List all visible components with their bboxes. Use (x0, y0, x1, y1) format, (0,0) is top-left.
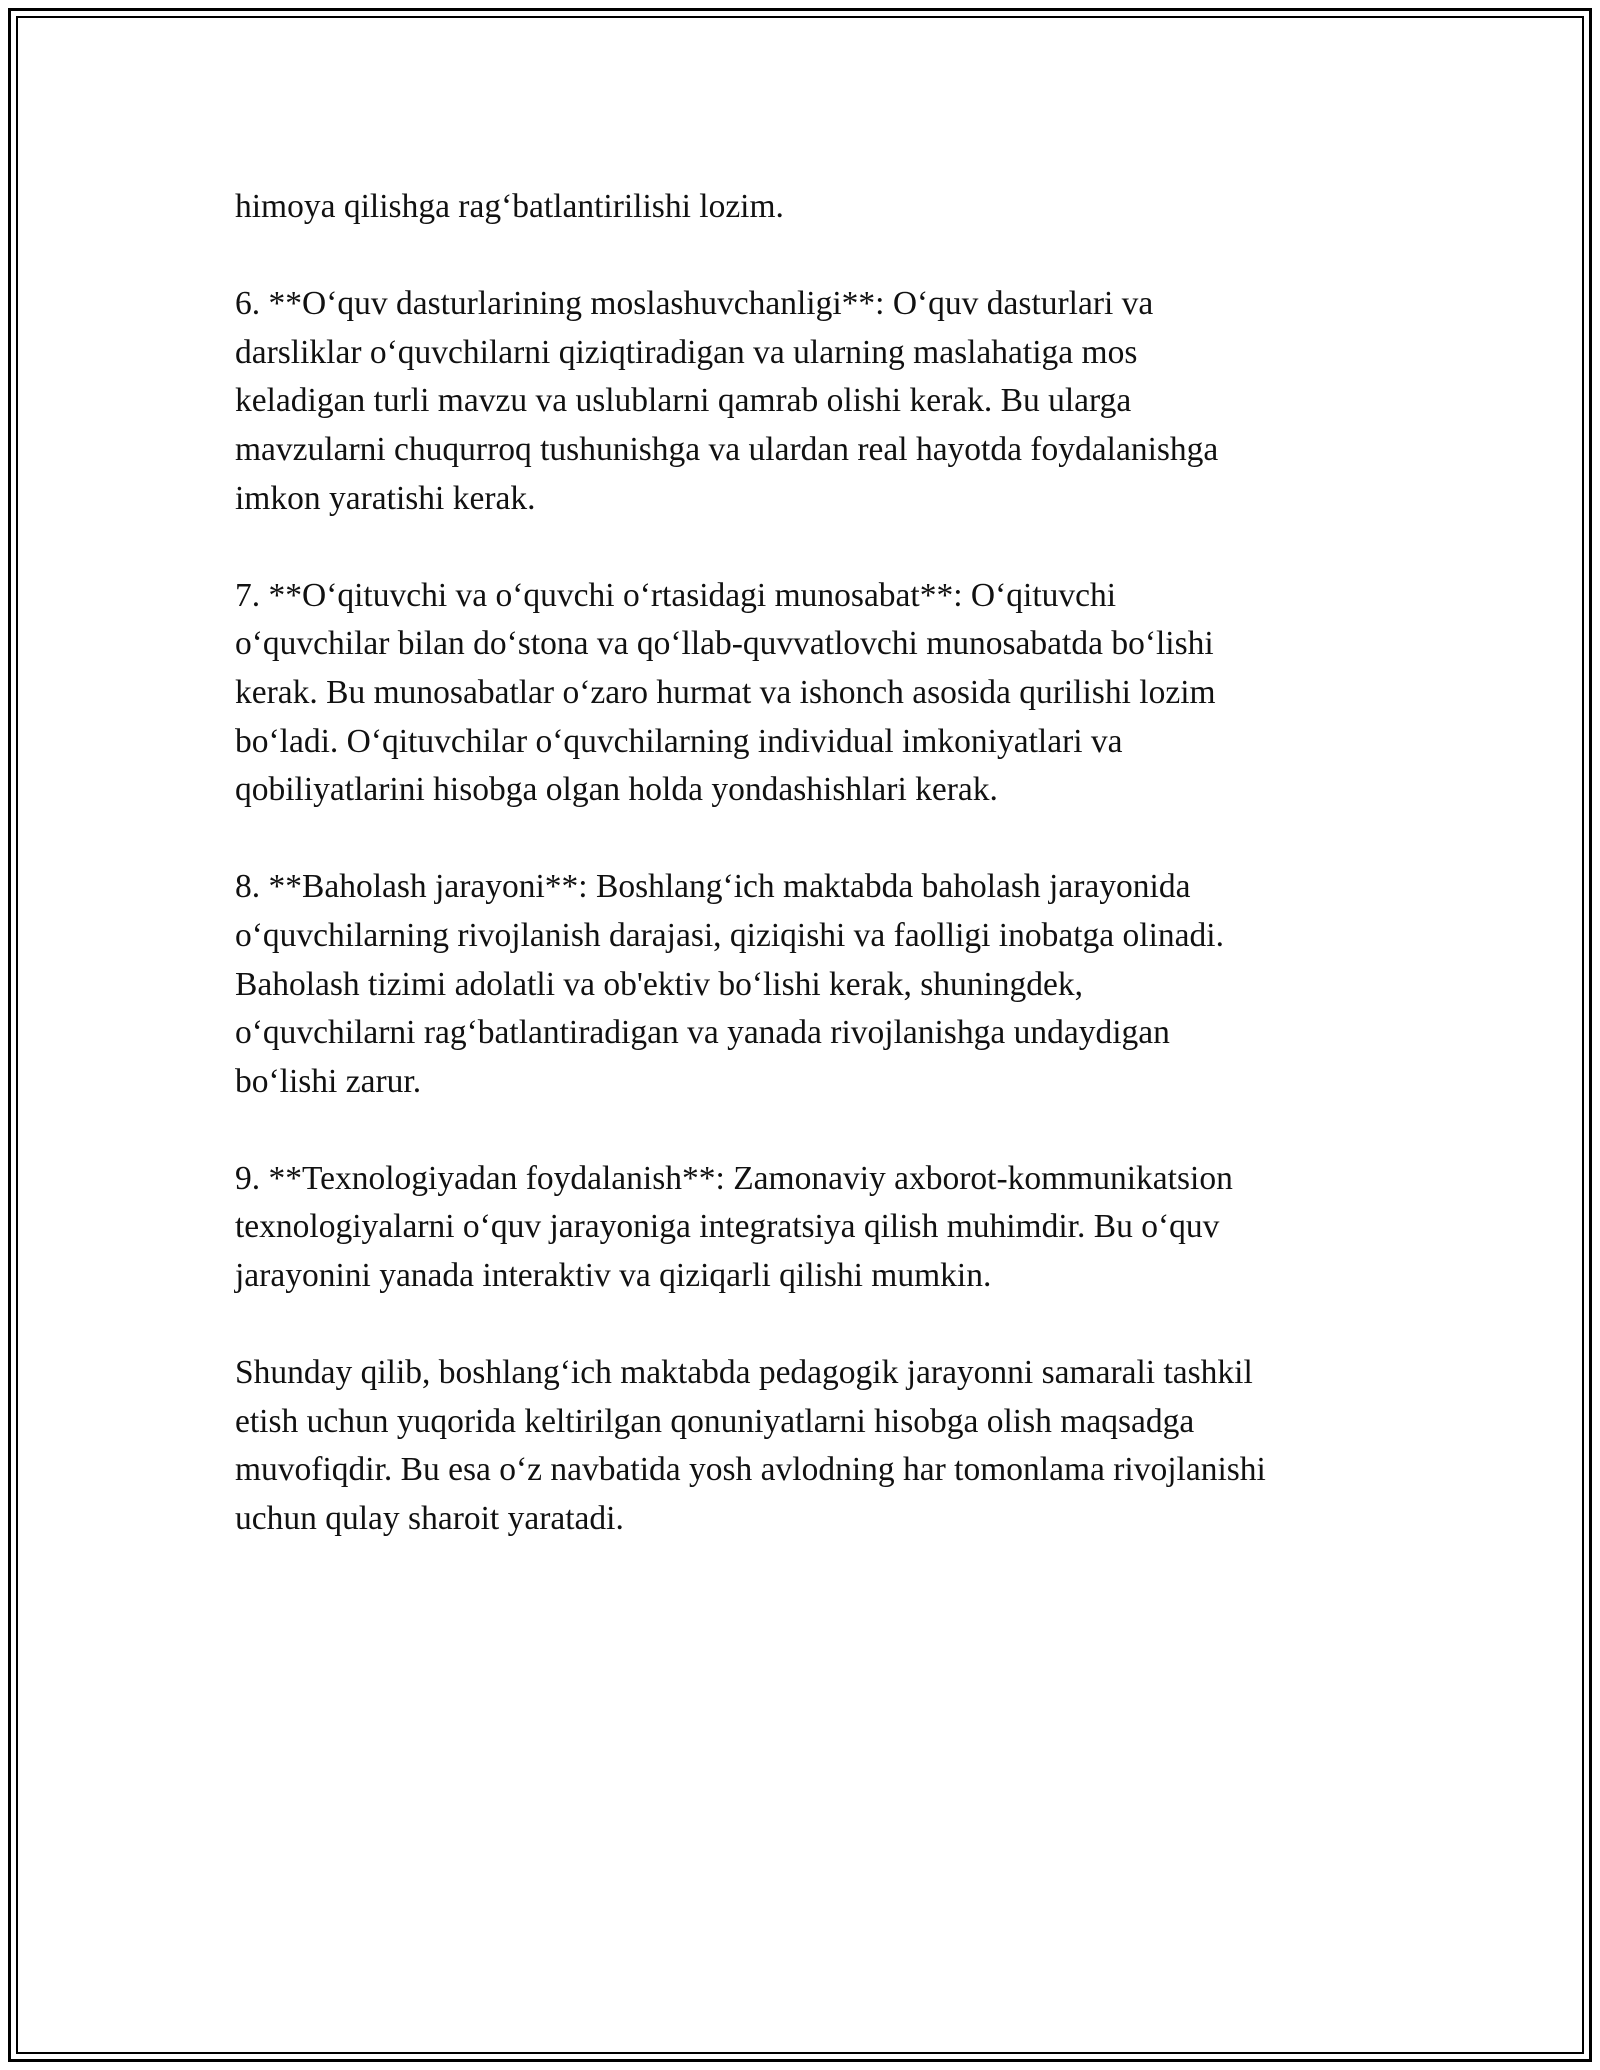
document-body (235, 183, 1370, 1592)
paragraph-item-7: 7. **O‘qituvchi va o‘quvchi o‘rtasidagi munosabat**: O‘qituvchi o‘quvchilar bilan do‘stona va qo‘llab-quvvatlovchi munosabatda bo‘lishi kerak. Bu munosabatlar o‘zaro hurmat va ishonch asosida qurilishi lozim bo‘ladi. O‘qituvchilar o‘quvchilarning individual imkoniyatlari va qobiliyatlarini hisobga olgan holda yondashishlari kerak. (235, 576, 1216, 809)
paragraph-item-9: 9. **Texnologiyadan foydalanish**: Zamonaviy axborot-kommunikatsion texnologiyalarni o‘quv jarayoniga integratsiya qilish muhimdir. Bu o‘quv jarayonini yanada interaktiv va qiziqarli qilishi mumkin. (235, 1159, 1233, 1295)
paragraph-continuation: himoya qilishga rag‘batlantirilishi lozim. (235, 188, 784, 225)
paragraph-item-6: 6. **O‘quv dasturlarining moslashuvchanligi**: O‘quv dasturlari va darsliklar o‘quvchilarni qiziqtiradigan va ularning maslahatiga mos keladigan turli mavzu va uslublarni qamrab olishi kerak. Bu ularga mavzularni chuqurroq tushunishga va ulardan real hayotda foydalanishga imkon yaratishi kerak. (235, 285, 1219, 517)
paragraph-conclusion: Shunday qilib, boshlang‘ich maktabda pedagogik jarayonni samarali tashkil etish uchun yuqorida keltirilgan qonuniyatlarni hisobga olish maqsadga muvofiqdir. Bu esa o‘z navbatida yosh avlodning har tomonlama rivojlanishi uchun qulay sharoit yaratadi. (235, 1354, 1266, 1538)
paragraph-item-8: 8. **Baholash jarayoni**: Boshlang‘ich maktabda baholash jarayonida o‘quvchilarning rivojlanish darajasi, qiziqishi va faolligi inobatga olinadi. Baholash tizimi adolatli va ob'ektiv bo‘lishi kerak, shuningdek, o‘quvchilarni rag‘batlantiradigan va yanada rivojlanishga undaydigan bo‘lishi zarur. (235, 868, 1224, 1100)
